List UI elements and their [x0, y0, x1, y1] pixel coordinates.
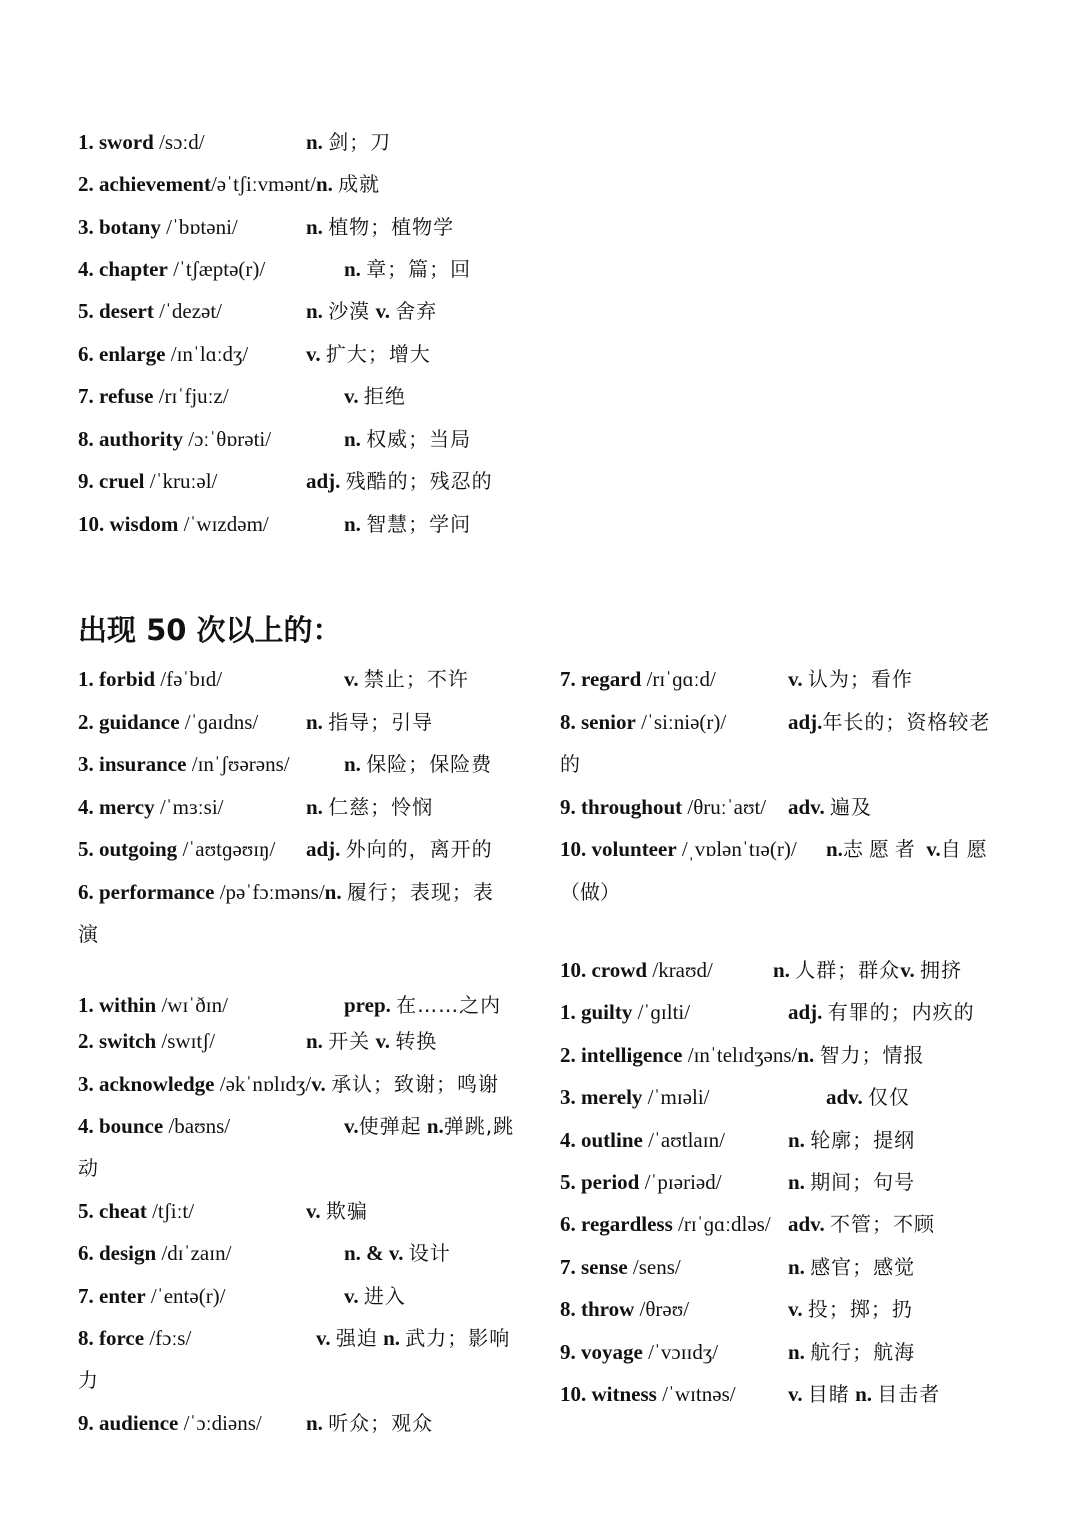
entry-pos: n.: [773, 958, 790, 982]
entry-meaning: 欺骗: [325, 1199, 368, 1223]
vocab-entry: [560, 707, 991, 737]
entry-word: 10. witness: [560, 1382, 657, 1406]
vocab-entry: [78, 1281, 406, 1311]
entry-phonetic: /ˈbɒtəni/: [160, 215, 238, 239]
entry-meaning: 禁止；不许: [363, 667, 469, 691]
entry-word: 9. cruel: [78, 469, 145, 493]
entry-pos: adj.: [788, 710, 823, 734]
vocab-entry: [78, 1196, 368, 1226]
entry-phonetic: /əkˈnɒlɪdʒ/: [214, 1072, 312, 1096]
vocab-entry: [78, 296, 438, 326]
entry-word: 4. outline: [560, 1128, 643, 1152]
entry-meaning: 进入: [363, 1284, 406, 1308]
entry-pos: v.: [344, 1114, 359, 1138]
vocab-entry: [78, 1323, 511, 1353]
entry-word: 4. mercy: [78, 795, 155, 819]
entry-pos: n.: [788, 1170, 805, 1194]
entry-meaning: 在……之内: [396, 993, 502, 1017]
entry-pos: v.: [788, 667, 803, 691]
entry-word: 7. regard: [560, 667, 642, 691]
vocab-entry: [78, 169, 380, 199]
entry-pos: v.: [788, 1382, 803, 1406]
vocab-entry: [78, 877, 494, 907]
vocab-entry: [78, 1069, 499, 1099]
entry-word: 2. intelligence: [560, 1043, 683, 1067]
entry-pos: n.: [306, 215, 323, 239]
entry-meaning: 设计: [408, 1241, 451, 1265]
entry-meaning: 听众；观众: [328, 1411, 434, 1435]
entry-word: 10. volunteer: [560, 837, 677, 861]
entry-continuation: 的: [560, 752, 580, 776]
vocab-entry: [560, 834, 993, 864]
entry-word: 6. enlarge: [78, 342, 166, 366]
entry-pos: n.: [788, 1255, 805, 1279]
vocab-entry: [560, 1125, 916, 1155]
entry-meaning-2: 拥挤: [920, 958, 963, 982]
vocab-entry: [560, 1040, 925, 1070]
vocab-entry: [560, 1337, 916, 1367]
entry-meaning: 外向的，离开的: [345, 837, 493, 861]
entry-meaning: 履行；表现；表: [346, 880, 494, 904]
entry-pos: n. & v.: [344, 1241, 404, 1265]
entry-word: 4. chapter: [78, 257, 168, 281]
entry-phonetic: /rɪˈɡɑːdləs/: [672, 1212, 771, 1236]
vocab-entry: [78, 509, 472, 539]
vocab-entry: [78, 707, 434, 737]
entry-phonetic: /ˈsiːniə(r)/: [635, 710, 727, 734]
entry-meaning: 投；掷；扔: [807, 1297, 913, 1321]
entry-pos-2: n.: [855, 1382, 873, 1406]
entry-phonetic: /ˈmɪəli/: [642, 1085, 710, 1109]
entry-phonetic: /ɪnˈʃʊərəns/: [186, 752, 290, 776]
entry-meaning: 指导；引导: [328, 710, 434, 734]
entry-pos: adv.: [826, 1085, 863, 1109]
entry-pos: v.: [311, 1072, 326, 1096]
entry-pos: n.: [344, 427, 361, 451]
entry-meaning-2: 弹跳,跳: [443, 1114, 515, 1138]
vocab-entry: [78, 664, 469, 694]
entry-word: 8. force: [78, 1326, 145, 1350]
vocab-entry: [78, 1408, 434, 1438]
entry-meaning: 期间；句号: [810, 1170, 916, 1194]
vocab-entry: [78, 792, 434, 822]
section-heading: 出现 50 次以上的：: [78, 613, 342, 647]
entry-meaning: 仁慈；怜悯: [328, 795, 434, 819]
entry-pos: adj.: [788, 1000, 823, 1024]
entry-meaning: 植物；植物学: [328, 215, 455, 239]
entry-word: 2. switch: [78, 1029, 157, 1053]
entry-meaning: 成就: [338, 172, 381, 196]
entry-word: 1. within: [78, 993, 157, 1017]
entry-pos-2: v.: [375, 1029, 391, 1053]
entry-pos: n.: [344, 752, 361, 776]
entry-word: 6. performance: [78, 880, 215, 904]
vocab-entry: [560, 792, 873, 822]
entry-word: 7. sense: [560, 1255, 628, 1279]
vocab-entry: [78, 749, 493, 779]
vocab-entry: [78, 990, 502, 1020]
entry-meaning: 有罪的；内疚的: [827, 1000, 975, 1024]
entry-pos: n.: [788, 1128, 805, 1152]
entry-pos: v.: [306, 1199, 321, 1223]
entry-phonetic: /ˈpɪəriəd/: [639, 1170, 722, 1194]
entry-meaning: 人群；群众: [795, 958, 901, 982]
entry-phonetic: /ˌvɒlənˈtɪə(r)/: [676, 837, 797, 861]
entry-word: 5. desert: [78, 299, 154, 323]
entry-pos-2: v.: [900, 958, 915, 982]
vocab-entry: [560, 1379, 941, 1409]
entry-phonetic: /ɪnˈtelɪdʒəns/: [682, 1043, 798, 1067]
entry-word: 5. cheat: [78, 1199, 147, 1223]
entry-pos-2: v.: [926, 837, 941, 861]
vocab-entry: [78, 1111, 515, 1141]
entry-word: 1. sword: [78, 130, 154, 154]
vocab-entry: [78, 254, 472, 284]
entry-phonetic: /sens/: [627, 1255, 681, 1279]
entry-phonetic: /ˈɔːdiəns/: [178, 1411, 262, 1435]
entry-pos: v.: [344, 384, 359, 408]
vocab-entry: [78, 1238, 451, 1268]
entry-meaning: 使弹起: [358, 1114, 422, 1138]
entry-pos-2: n.: [426, 1114, 444, 1138]
entry-phonetic: /ˈmɜːsi/: [154, 795, 224, 819]
entry-phonetic: /ˈaʊtɡəʊɪŋ/: [177, 837, 276, 861]
entry-word: 4. bounce: [78, 1114, 164, 1138]
vocab-entry: [78, 834, 493, 864]
vocab-entry: [78, 466, 493, 496]
entry-phonetic: /fəˈbɪd/: [155, 667, 223, 691]
entry-word: 9. voyage: [560, 1340, 643, 1364]
entry-word: 2. guidance: [78, 710, 180, 734]
entry-phonetic: /ˈaʊtlaɪn/: [642, 1128, 725, 1152]
entry-meaning: 目睹: [807, 1382, 850, 1406]
entry-meaning: 强迫: [335, 1326, 378, 1350]
entry-phonetic: /wɪˈðɪn/: [156, 993, 228, 1017]
entry-meaning: 感官；感觉: [810, 1255, 916, 1279]
entry-meaning: 权威；当局: [366, 427, 472, 451]
entry-phonetic: /ˈkruːəl/: [144, 469, 218, 493]
entry-phonetic: /ˈentə(r)/: [145, 1284, 226, 1308]
entry-word: 1. guilty: [560, 1000, 633, 1024]
entry-phonetic: /rɪˈɡɑːd/: [641, 667, 716, 691]
entry-meaning: 扩大；增大: [325, 342, 431, 366]
entry-pos: n.: [306, 795, 323, 819]
entry-word: 9. throughout: [560, 795, 683, 819]
entry-pos: n.: [324, 880, 342, 904]
entry-pos: v.: [788, 1297, 803, 1321]
entry-phonetic: /əˈtʃiːvmənt/: [210, 172, 316, 196]
entry-word: 7. refuse: [78, 384, 154, 408]
entry-word: 6. regardless: [560, 1212, 673, 1236]
entry-pos: prep.: [344, 993, 391, 1017]
entry-phonetic: /pəˈfɔːməns/: [214, 880, 325, 904]
entry-phonetic: /ˈtʃæptə(r)/: [167, 257, 266, 281]
vocab-entry: [78, 424, 472, 454]
entry-word: 3. insurance: [78, 752, 187, 776]
entry-phonetic: /rɪˈfjuːz/: [153, 384, 229, 408]
entry-phonetic: /tʃiːt/: [146, 1199, 195, 1223]
entry-word: 5. period: [560, 1170, 640, 1194]
vocab-entry: [560, 1252, 916, 1282]
entry-word: 3. merely: [560, 1085, 643, 1109]
entry-phonetic: /θrəʊ/: [634, 1297, 690, 1321]
vocab-entry: [560, 1209, 936, 1239]
entry-pos: adj.: [306, 837, 341, 861]
entry-meaning: 承认；致谢；鸣谢: [331, 1072, 500, 1096]
entry-pos: n.: [315, 172, 333, 196]
entry-meaning: 仅仅: [868, 1085, 911, 1109]
entry-word: 3. botany: [78, 215, 161, 239]
entry-pos-2: n.: [383, 1326, 401, 1350]
entry-phonetic: /sɔːd/: [153, 130, 205, 154]
entry-phonetic: /dɪˈzaɪn/: [156, 1241, 232, 1265]
entry-meaning: 志愿者: [842, 837, 921, 861]
entry-meaning: 开关: [328, 1029, 371, 1053]
entry-word: 2. achievement: [78, 172, 211, 196]
entry-word: 8. throw: [560, 1297, 635, 1321]
vocab-entry: [78, 1026, 438, 1056]
entry-phonetic: /fɔːs/: [144, 1326, 192, 1350]
entry-meaning: 认为；看作: [807, 667, 913, 691]
entry-phonetic: /ˈwɪtnəs/: [656, 1382, 736, 1406]
entry-continuation: （做）: [560, 880, 620, 904]
entry-word: 7. enter: [78, 1284, 146, 1308]
entry-meaning: 遍及: [830, 795, 873, 819]
entry-continuation: 动: [78, 1156, 98, 1180]
entry-phonetic: /ˈdezət/: [153, 299, 223, 323]
entry-meaning: 智力；情报: [819, 1043, 925, 1067]
entry-meaning: 章；篇；回: [366, 257, 472, 281]
entry-pos: adj.: [306, 469, 341, 493]
entry-meaning: 轮廓；提纲: [810, 1128, 916, 1152]
entry-word: 5. outgoing: [78, 837, 178, 861]
entry-meaning: 保险；保险费: [366, 752, 493, 776]
entry-pos-2: v.: [375, 299, 391, 323]
entry-pos: v.: [344, 1284, 359, 1308]
entry-phonetic: /ˈvɔɪɪdʒ/: [642, 1340, 719, 1364]
entry-pos: n.: [344, 512, 361, 536]
entry-word: 10. wisdom: [78, 512, 179, 536]
entry-pos: n.: [306, 1411, 323, 1435]
entry-word: 9. audience: [78, 1411, 179, 1435]
entry-pos: v.: [344, 667, 359, 691]
entry-meaning: 航行；航海: [810, 1340, 916, 1364]
entry-phonetic: /θruːˈaʊt/: [682, 795, 767, 819]
entry-meaning: 拒绝: [363, 384, 406, 408]
entry-pos: n.: [797, 1043, 815, 1067]
entry-word: 1. forbid: [78, 667, 156, 691]
entry-word: 6. design: [78, 1241, 157, 1265]
vocab-entry: [560, 664, 913, 694]
entry-pos: n.: [826, 837, 843, 861]
vocab-entry: [78, 339, 431, 369]
entry-word: 8. senior: [560, 710, 636, 734]
entry-pos: n.: [306, 710, 323, 734]
entry-continuation: 演: [78, 922, 98, 946]
entry-pos: adv.: [788, 795, 825, 819]
entry-meaning-2: 舍弃: [395, 299, 438, 323]
entry-meaning: 年长的；资格较老: [822, 710, 991, 734]
vocab-entry: [560, 955, 963, 985]
entry-meaning-2: 武力；影响: [405, 1326, 511, 1350]
entry-pos: n.: [344, 257, 361, 281]
entry-phonetic: /swɪtʃ/: [156, 1029, 216, 1053]
entry-word: 10. crowd: [560, 958, 648, 982]
entry-pos: v.: [316, 1326, 331, 1350]
entry-pos: n.: [306, 299, 323, 323]
entry-meaning: 残酷的；残忍的: [345, 469, 493, 493]
entry-word: 8. authority: [78, 427, 183, 451]
entry-pos: n.: [306, 130, 323, 154]
entry-phonetic: /baʊns/: [163, 1114, 231, 1138]
entry-meaning-2: 自愿: [940, 837, 993, 861]
entry-phonetic: /kraʊd/: [647, 958, 713, 982]
entry-meaning: 智慧；学问: [366, 512, 472, 536]
entry-pos: n.: [306, 1029, 323, 1053]
vocab-entry: [78, 381, 406, 411]
entry-meaning-2: 目击者: [877, 1382, 941, 1406]
entry-phonetic: /ɔːˈθɒrəti/: [183, 427, 272, 451]
entry-word: 3. acknowledge: [78, 1072, 215, 1096]
entry-phonetic: /ˈwɪzdəm/: [178, 512, 269, 536]
entry-phonetic: /ˈɡaɪdns/: [179, 710, 259, 734]
entry-meaning: 不管；不顾: [830, 1212, 936, 1236]
vocab-entry: [78, 127, 392, 157]
vocab-entry: [560, 1082, 911, 1112]
entry-pos: adv.: [788, 1212, 825, 1236]
entry-phonetic: /ɪnˈlɑːdʒ/: [165, 342, 249, 366]
vocab-entry: [560, 1294, 913, 1324]
vocab-entry: [78, 212, 455, 242]
entry-pos: v.: [306, 342, 321, 366]
entry-meaning: 剑；刀: [328, 130, 392, 154]
entry-meaning: 沙漠: [328, 299, 371, 323]
entry-phonetic: /ˈɡɪlti/: [632, 1000, 691, 1024]
entry-pos: n.: [788, 1340, 805, 1364]
entry-meaning-2: 转换: [395, 1029, 438, 1053]
entry-continuation: 力: [78, 1368, 98, 1392]
vocab-entry: [560, 997, 975, 1027]
vocab-entry: [560, 1167, 916, 1197]
